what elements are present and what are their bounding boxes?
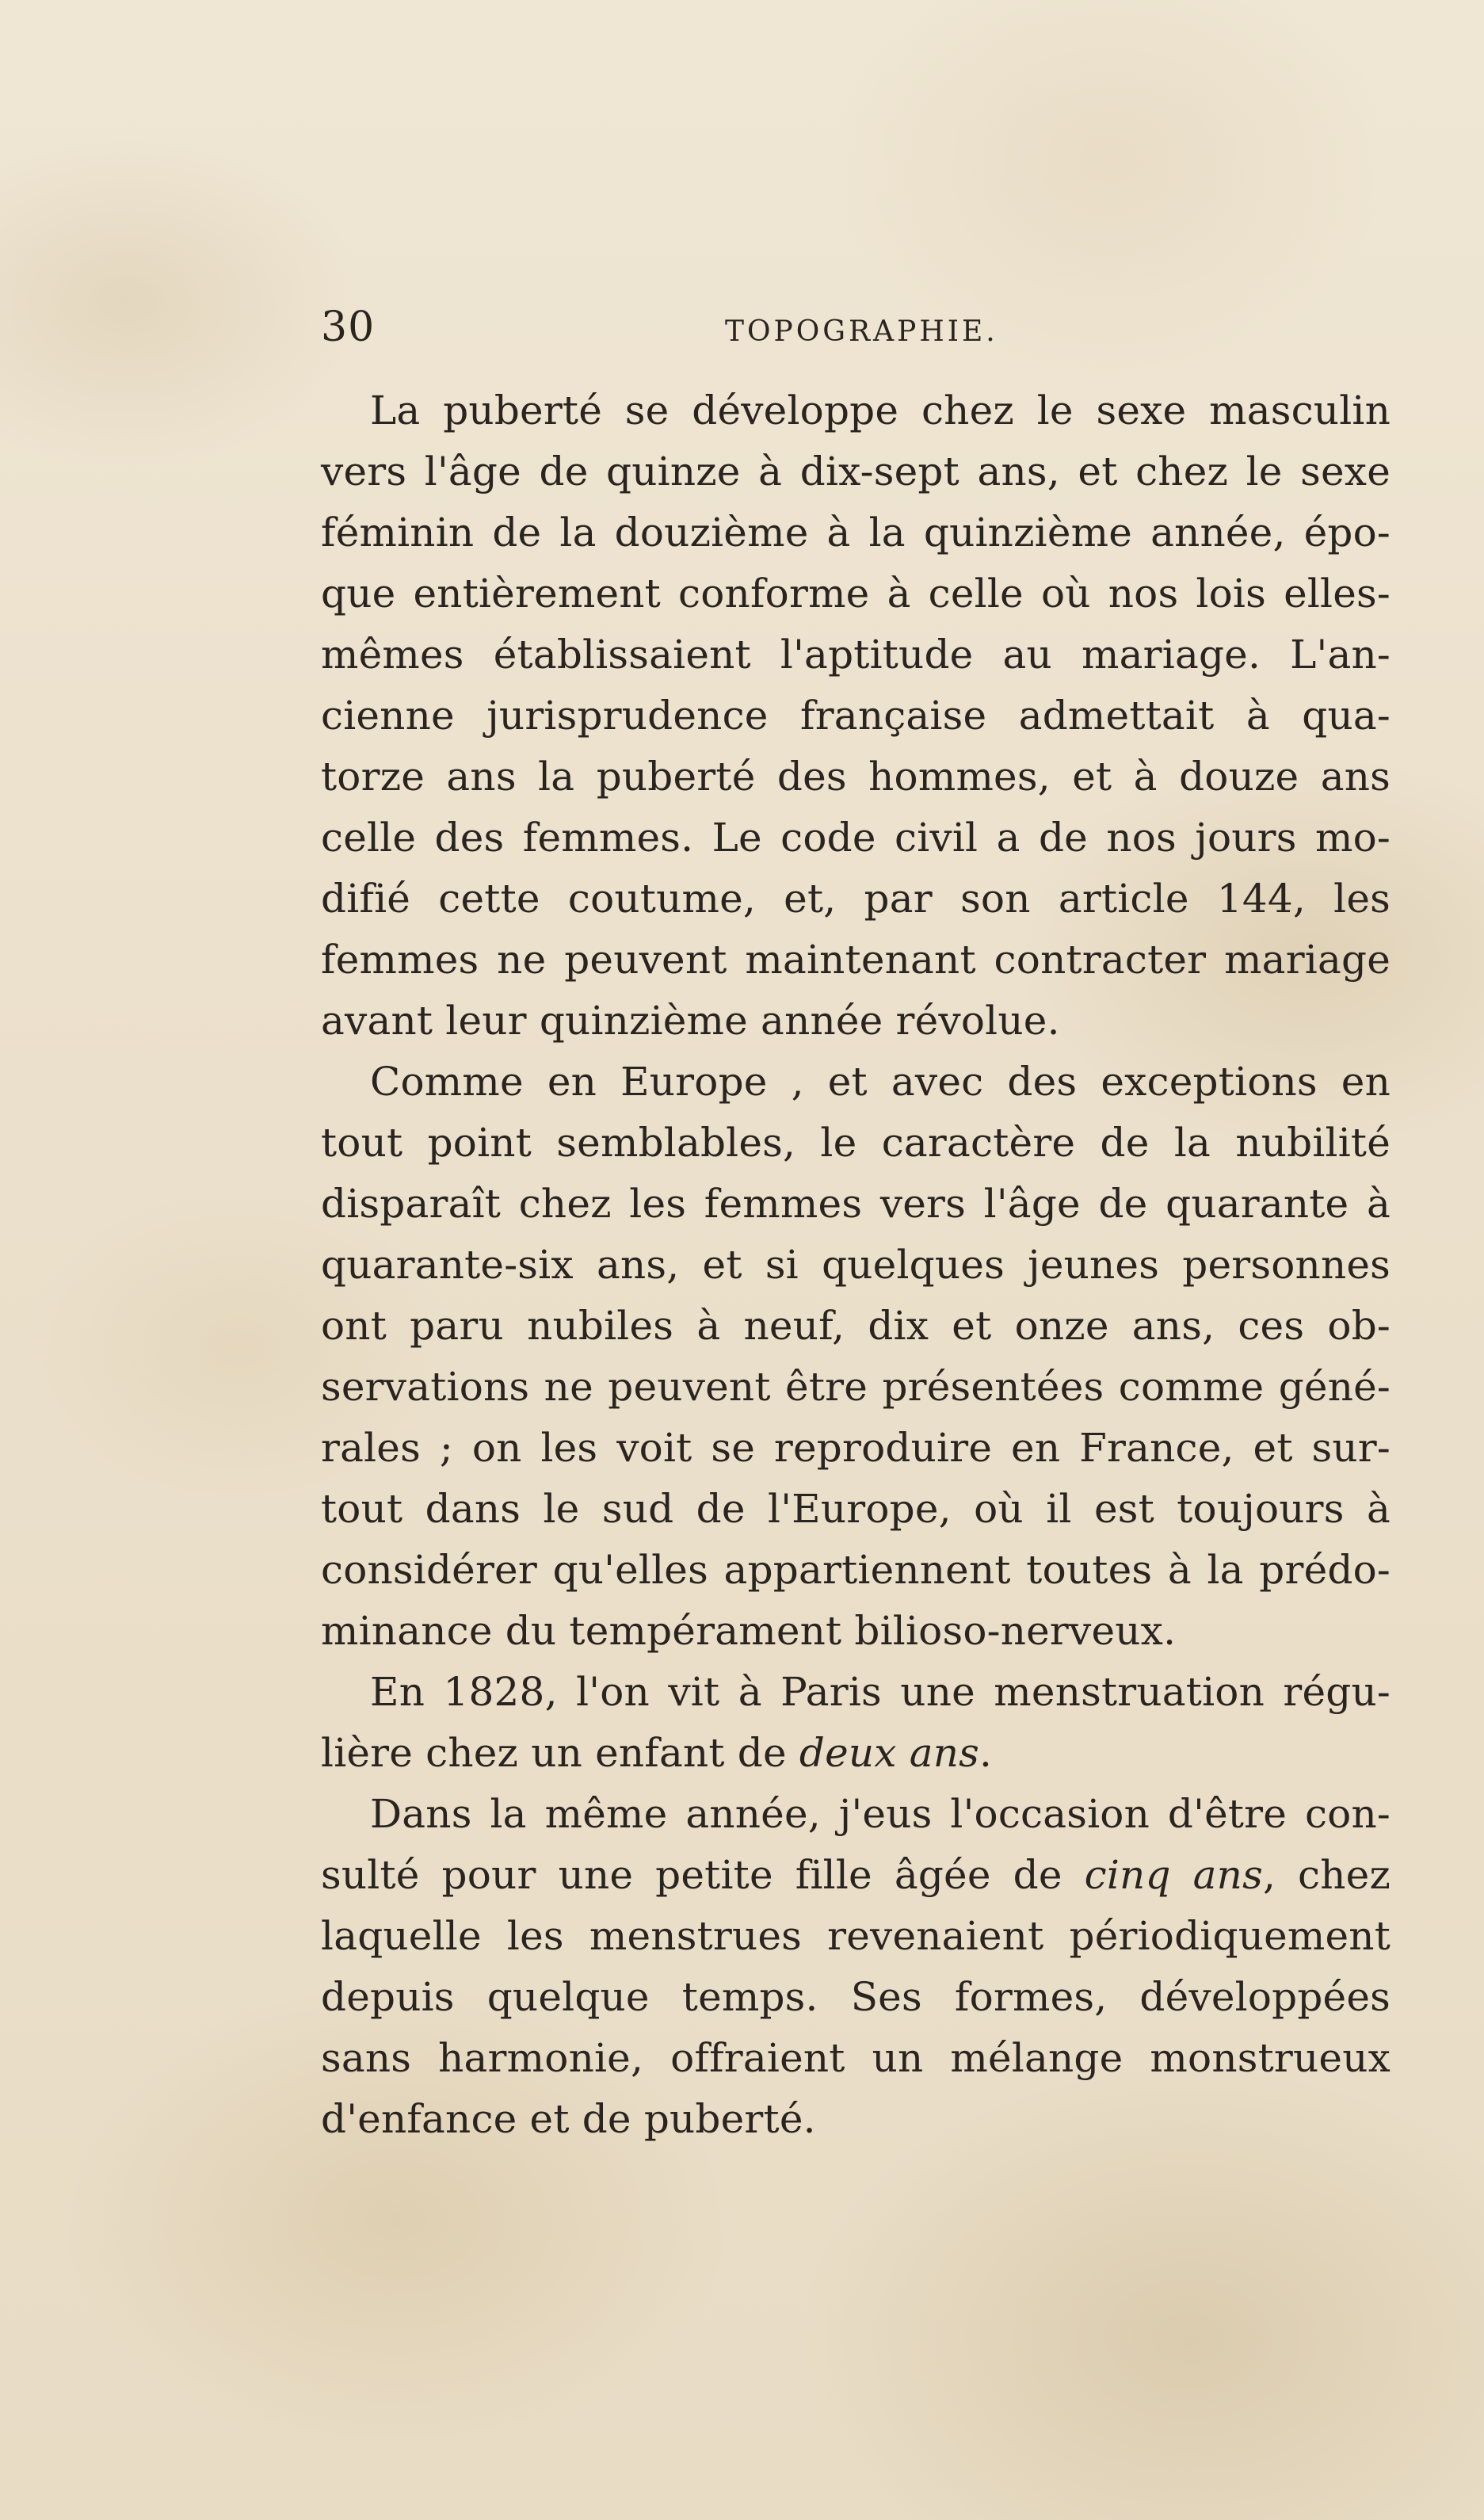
text-line: sans harmonie, offraient un mélange monstrueux	[321, 2035, 1391, 2081]
text-line: mêmes établissaient l'aptitude au mariage. L'an-	[321, 632, 1391, 678]
text-line: ont paru nubiles à neuf, dix et onze ans, ces ob-	[321, 1303, 1391, 1349]
text-line: laquelle les menstrues revenaient périodiquement	[321, 1913, 1391, 1959]
text-line-with-italic	[321, 1723, 1391, 1784]
text-line: avant leur quinzième année révolue.	[321, 998, 1060, 1044]
text-run: sulté pour une petite fille âgée de	[321, 1852, 1085, 1898]
text-line-with-italic	[321, 1845, 1391, 1906]
body-text	[321, 380, 1391, 2150]
text-line: féminin de la douzième à la quinzième année, épo-	[321, 510, 1391, 556]
text-line: servations ne peuvent être présentées comme géné-	[321, 1364, 1391, 1410]
text-line: considérer qu'elles appartiennent toutes à la prédo-	[321, 1547, 1391, 1593]
text-line: vers l'âge de quinze à dix-sept ans, et chez le sexe	[321, 449, 1391, 494]
text-line: difié cette coutume, et, par son article 144, les	[321, 876, 1391, 922]
text-line: La puberté se développe chez le sexe masculin	[370, 388, 1391, 433]
text-line: que entièrement conforme à celle où nos lois elles-	[321, 571, 1391, 617]
text-line: depuis quelque temps. Ses formes, développées	[321, 1974, 1391, 2020]
text-run: , chez	[1262, 1852, 1391, 1898]
italic-run: cinq ans	[1084, 1852, 1263, 1898]
text-line: cienne jurisprudence française admettait à qua-	[321, 693, 1391, 739]
text-line: celle des femmes. Le code civil a de nos jours mo-	[321, 815, 1391, 861]
text-line: Dans la même année, j'eus l'occasion d'être con-	[370, 1791, 1391, 1837]
text-run: .	[979, 1730, 993, 1776]
text-line: En 1828, l'on vit à Paris une menstruation régu-	[370, 1669, 1391, 1715]
running-title: TOPOGRAPHIE.	[725, 315, 998, 348]
text-line: tout dans le sud de l'Europe, où il est toujours à	[321, 1486, 1391, 1532]
text-line: torze ans la puberté des hommes, et à douze ans	[321, 754, 1391, 800]
italic-run: deux ans	[799, 1730, 980, 1776]
text-line: Comme en Europe , et avec des exceptions en	[370, 1059, 1391, 1105]
text-line: quarante-six ans, et si quelques jeunes personnes	[321, 1242, 1391, 1288]
text-line: rales ; on les voit se reproduire en France, et sur-	[321, 1425, 1391, 1471]
text-line: tout point semblables, le caractère de la nubilité	[321, 1120, 1391, 1166]
page-number: 30	[321, 304, 376, 351]
text-line: minance du tempérament bilioso-nerveux.	[321, 1608, 1177, 1654]
text-line: disparaît chez les femmes vers l'âge de quarante à	[321, 1181, 1391, 1227]
running-head	[321, 300, 1391, 355]
text-run: lière chez un enfant de	[321, 1730, 799, 1776]
text-line: femmes ne peuvent maintenant contracter mariage	[321, 937, 1391, 983]
text-line: d'enfance et de puberté.	[321, 2096, 816, 2142]
